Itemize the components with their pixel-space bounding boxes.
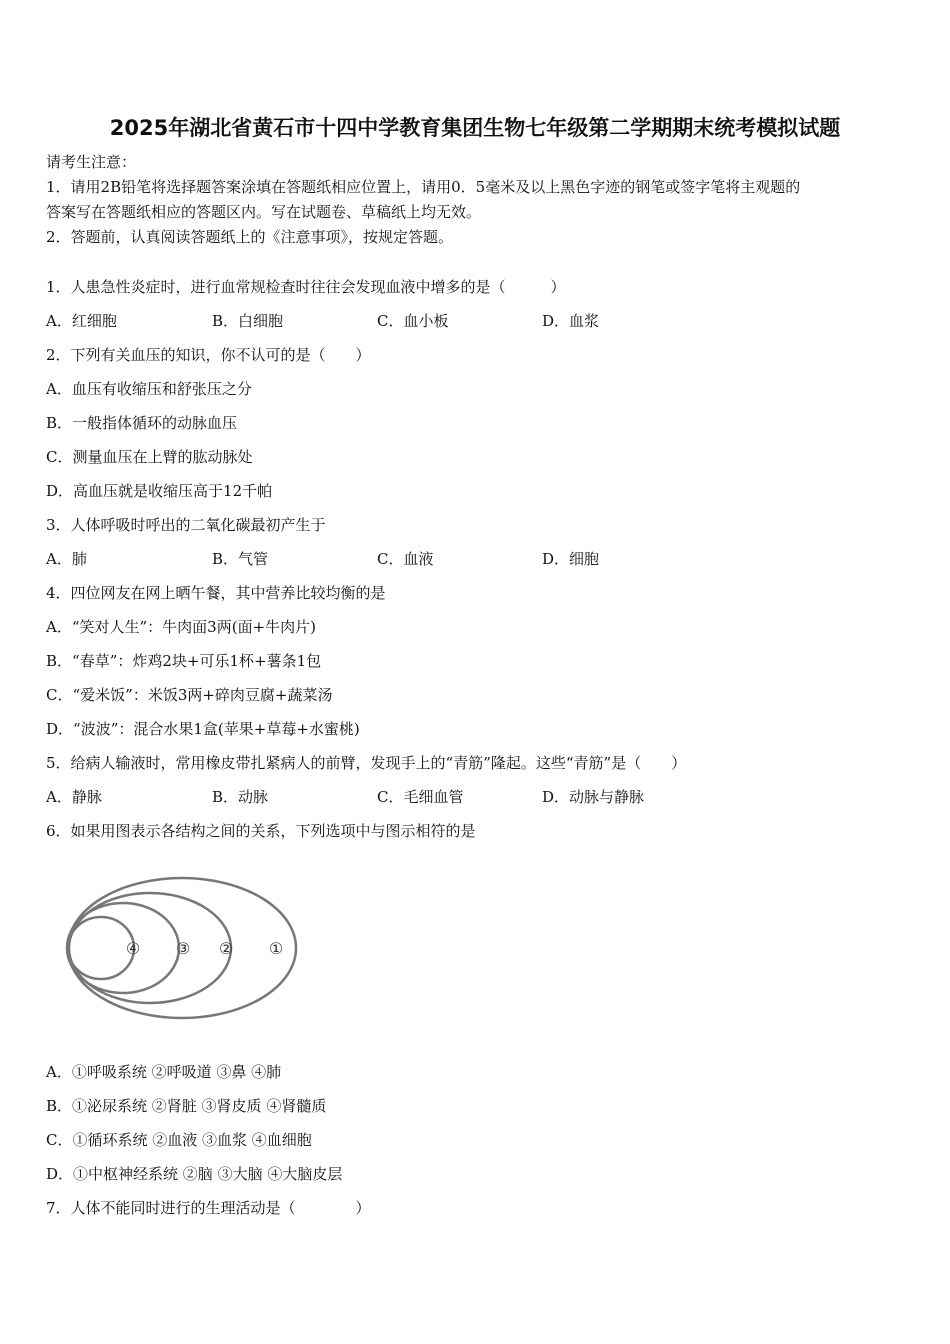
question-2-option-a: A．血压有收缩压和舒张压之分 bbox=[46, 380, 252, 398]
question-4-option-b: B．“春草”：炸鸡2块+可乐1杯+薯条1包 bbox=[46, 652, 322, 670]
question-1-option-a: A．红细胞 bbox=[46, 312, 117, 330]
question-2-option-d: D．高血压就是收缩压高于12千帕 bbox=[46, 482, 273, 500]
notice-item-2: 2．答题前，认真阅读答题纸上的《注意事项》，按规定答题。 bbox=[46, 228, 454, 246]
notice-item-1-line-2: 答案写在答题纸相应的答题区内。写在试题卷、草稿纸上均无效。 bbox=[46, 203, 482, 221]
question-5-option-a: A．静脉 bbox=[46, 788, 102, 806]
question-6-option-d: D．①中枢神经系统 ②脑 ③大脑 ④大脑皮层 bbox=[46, 1165, 343, 1183]
question-3-option-c: C．血液 bbox=[377, 550, 434, 568]
question-5-option-d: D．动脉与静脉 bbox=[542, 788, 645, 806]
label-4: ④ bbox=[125, 939, 141, 958]
question-4-option-d: D．“波波”：混合水果1盒(苹果+草莓+水蜜桃) bbox=[46, 720, 360, 738]
question-3-option-d: D．细胞 bbox=[542, 550, 600, 568]
question-1-option-c: C．血小板 bbox=[377, 312, 449, 330]
question-6-option-a: A．①呼吸系统 ②呼吸道 ③鼻 ④肺 bbox=[46, 1063, 282, 1081]
question-3-option-b: B．气管 bbox=[212, 550, 269, 568]
question-4-option-c: C．“爱米饭”：米饭3两+碎肉豆腐+蔬菜汤 bbox=[46, 686, 333, 704]
question-2-option-b: B．一般指体循环的动脉血压 bbox=[46, 414, 238, 432]
ellipse-3 bbox=[67, 903, 179, 993]
question-1-option-d: D．血浆 bbox=[542, 312, 600, 330]
question-6-option-c: C．①循环系统 ②血液 ③血浆 ④血细胞 bbox=[46, 1131, 312, 1149]
question-4-stem: 4．四位网友在网上晒午餐，其中营养比较均衡的是 bbox=[46, 584, 386, 602]
question-5-option-c: C．毛细血管 bbox=[377, 788, 464, 806]
question-4-option-a: A．“笑对人生”：牛肉面3两(面+牛肉片) bbox=[46, 618, 316, 636]
notice-item-1-line-1: 1．请用2B铅笔将选择题答案涂填在答题纸相应位置上，请用0．5毫米及以上黑色字迹的钢笔或签字笔将主观题的 bbox=[46, 178, 801, 196]
ellipse-4 bbox=[68, 917, 134, 979]
question-2-option-c: C．测量血压在上臂的肱动脉处 bbox=[46, 448, 253, 466]
question-3-option-a: A．肺 bbox=[46, 550, 87, 568]
nested-ellipses-diagram bbox=[62, 870, 322, 1030]
label-3: ③ bbox=[175, 939, 191, 958]
question-1-option-b: B．白细胞 bbox=[212, 312, 284, 330]
label-2: ② bbox=[218, 939, 234, 958]
label-1: ① bbox=[268, 939, 284, 958]
exam-notice bbox=[46, 150, 906, 250]
notice-heading: 请考生注意： bbox=[46, 153, 137, 171]
question-6-option-b: B．①泌尿系统 ②肾脏 ③肾皮质 ④肾髓质 bbox=[46, 1097, 327, 1115]
question-7-stem: 7．人体不能同时进行的生理活动是（ ） bbox=[46, 1199, 371, 1217]
question-5-stem: 5．给病人输液时，常用橡皮带扎紧病人的前臂，发现手上的“青筋”隆起。这些“青筋”是（ ） bbox=[46, 754, 687, 772]
question-2-stem: 2．下列有关血压的知识，你不认可的是（ ） bbox=[46, 346, 371, 364]
question-1-stem: 1．人患急性炎症时，进行血常规检查时往往会发现血液中增多的是（ ） bbox=[46, 278, 566, 296]
page-title: 2025年湖北省黄石市十四中学教育集团生物七年级第二学期期末统考模拟试题 bbox=[109, 116, 841, 140]
question-3-stem: 3．人体呼吸时呼出的二氧化碳最初产生于 bbox=[46, 516, 326, 534]
question-6-stem: 6．如果用图表示各结构之间的关系，下列选项中与图示相符的是 bbox=[46, 822, 476, 840]
question-5-option-b: B．动脉 bbox=[212, 788, 269, 806]
